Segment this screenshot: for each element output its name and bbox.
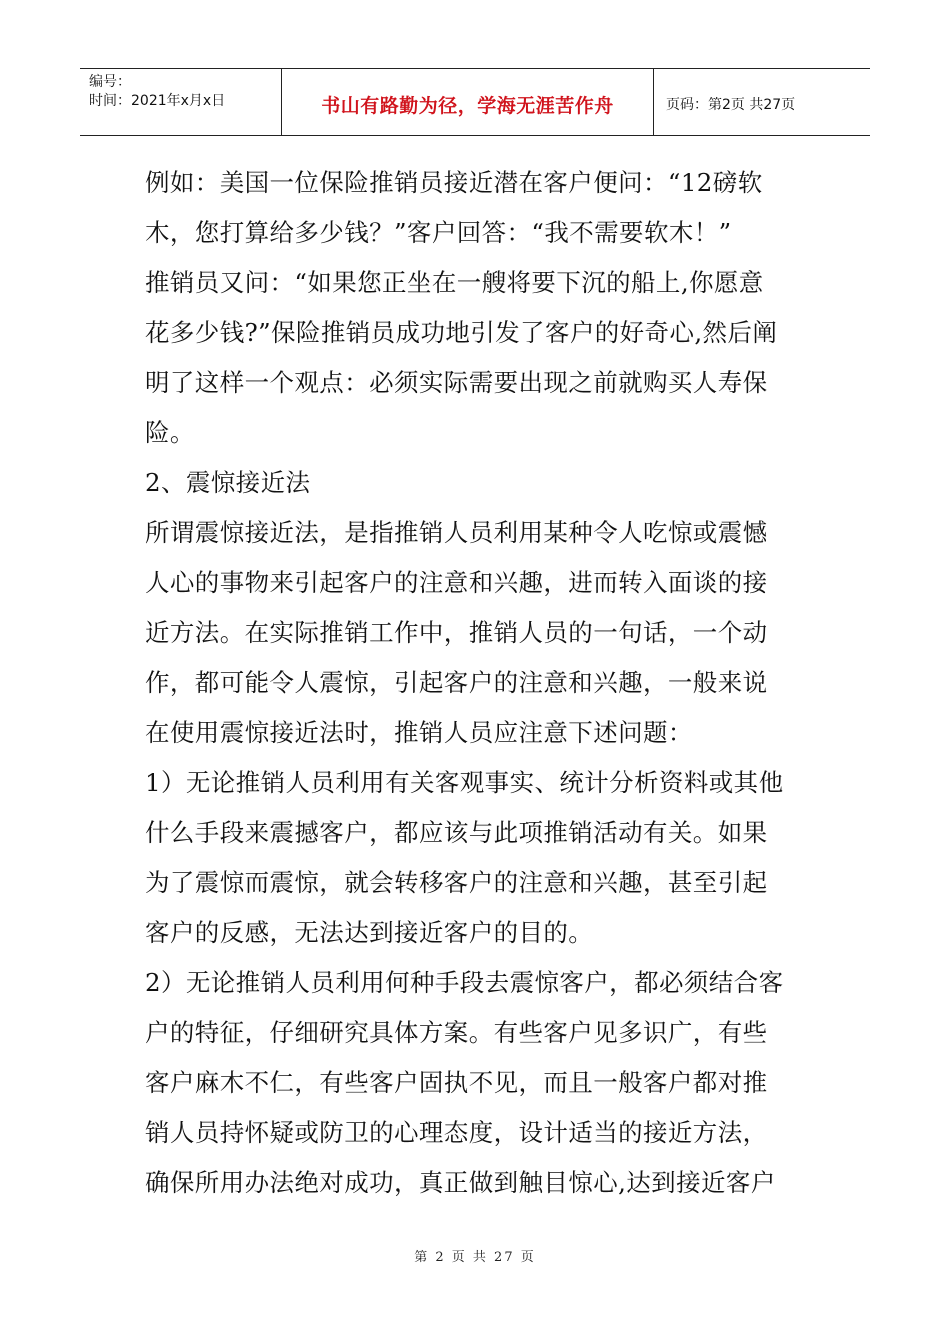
body-line: 确保所用办法绝对成功，真正做到触目惊心,达到接近客户 — [145, 1168, 776, 1197]
document-number-label: 编号： — [89, 74, 131, 90]
body-line: 险。 — [145, 418, 195, 447]
body-line: 客户麻木不仁，有些客户固执不见，而且一般客户都对推 — [145, 1068, 768, 1097]
body-line: 木，您打算给多少钱？”客户回答：“我不需要软木！” — [145, 218, 732, 247]
body-line: 明了这样一个观点：必须实际需要出现之前就购买人寿保 — [145, 368, 768, 397]
body-line: 所谓震惊接近法，是指推销人员利用某种令人吃惊或震憾 — [145, 518, 768, 547]
body-line: 在使用震惊接近法时，推销人员应注意下述问题： — [145, 718, 693, 747]
body-line: 销人员持怀疑或防卫的心理态度，设计适当的接近方法， — [145, 1118, 768, 1147]
list-item-line: 2）无论推销人员利用何种手段去震惊客户，都必须结合客 — [145, 968, 784, 997]
body-line: 客户的反感，无法达到接近客户的目的。 — [145, 918, 594, 947]
list-item-line: 1）无论推销人员利用有关客观事实、统计分析资料或其他 — [145, 768, 784, 797]
body-line: 花多少钱?”保险推销员成功地引发了客户的好奇心,然后阐 — [145, 318, 778, 347]
body-line: 为了震惊而震惊，就会转移客户的注意和兴趣，甚至引起 — [145, 868, 768, 897]
document-date: 时间：2021年x月x日 — [89, 93, 226, 109]
header-meta — [80, 69, 282, 135]
body-line: 人心的事物来引起客户的注意和兴趣，进而转入面谈的接 — [145, 568, 768, 597]
body-line: 户的特征，仔细研究具体方案。有些客户见多识广，有些 — [145, 1018, 768, 1047]
body-line: 作，都可能令人震惊，引起客户的注意和兴趣，一般来说 — [145, 668, 768, 697]
body-line: 推销员又问：“如果您正坐在一艘将要下沉的船上,你愿意 — [145, 268, 764, 297]
header-motto: 书山有路勤为径，学海无涯苦作舟 — [282, 69, 654, 135]
section-heading: 2、震惊接近法 — [145, 468, 311, 497]
page-footer: 第 2 页 共 27 页 — [414, 1250, 536, 1265]
body-line: 例如：美国一位保险推销员接近潜在客户便问：“12磅软 — [145, 168, 763, 197]
body-line: 什么手段来震撼客户，都应该与此项推销活动有关。如果 — [145, 818, 768, 847]
page-header — [80, 68, 870, 136]
body-line: 近方法。在实际推销工作中，推销人员的一句话，一个动 — [145, 618, 768, 647]
header-page-info: 页码：第2页 共27页 — [666, 97, 796, 113]
document-body — [145, 158, 810, 1208]
